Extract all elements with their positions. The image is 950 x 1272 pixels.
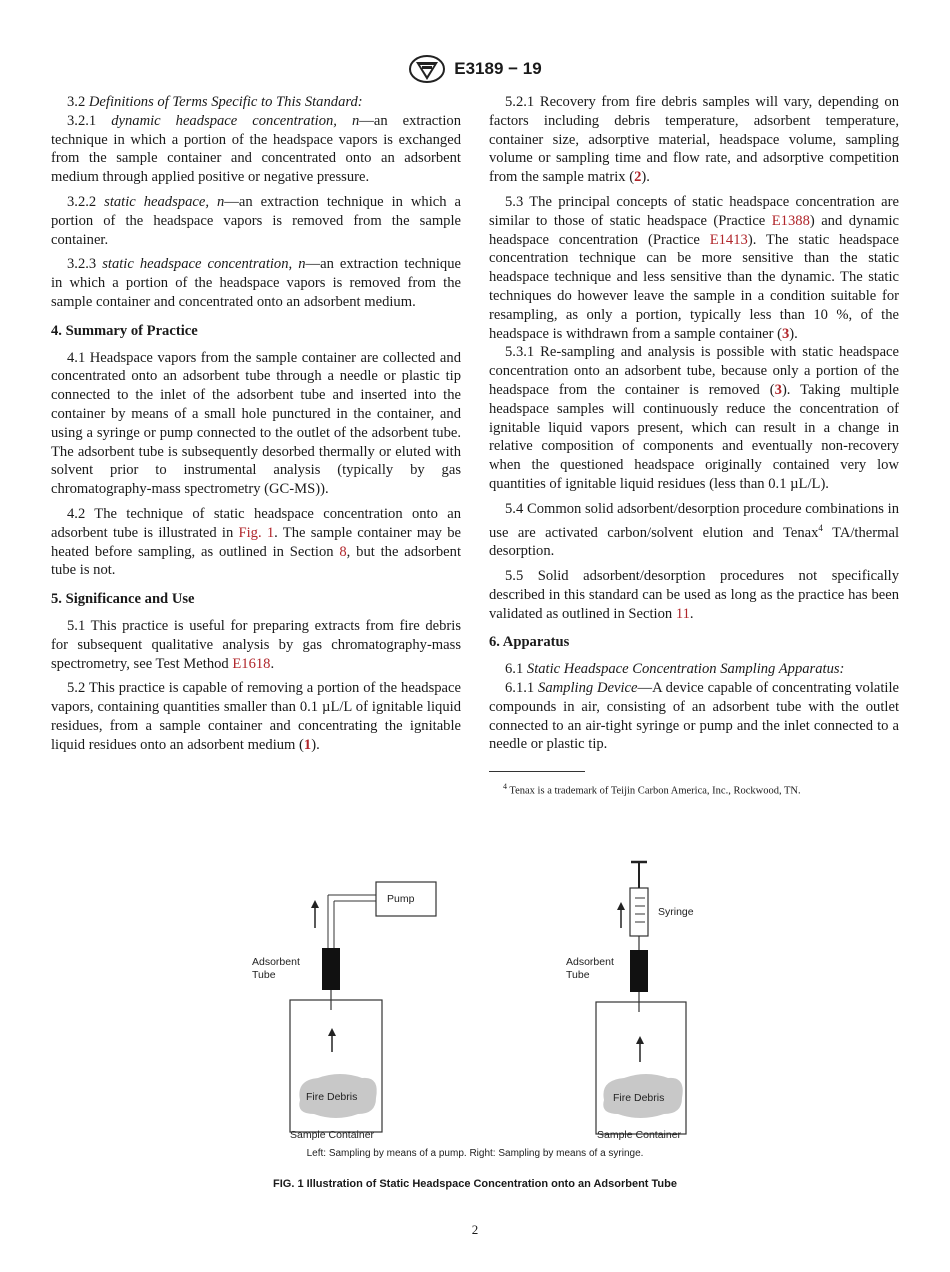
right-adsorbent-label: Adsorbent Tube: [566, 956, 614, 981]
heading-summary-of-practice: 4. Summary of Practice: [51, 322, 198, 339]
citation-1[interactable]: 1: [303, 736, 312, 753]
e1618-link[interactable]: E1618: [232, 655, 271, 672]
section-6-1: 6.1 Static Headspace Concentration Sampling Apparatus:: [505, 661, 845, 678]
left-adsorbent-tube: [322, 948, 340, 990]
heading-significance-and-use: 5. Significance and Use: [51, 591, 195, 608]
figure-1: [240, 852, 710, 1152]
section-5-3-1: 5.3.1 Re-sampling and analysis is possible with static headspace concentration onto an adsorbent tube, because only a portion of the headspace from the container is removed (3). Taking multiple headspace samples will continuously reduce the concentration of ignitable liquid vapors present, which can result in a change in relative composition of components and eventually non-recovery when the questioned headspace originally contained very low quantities of ignitable liquid residues (less than 0.1 µL/L).: [489, 344, 899, 492]
section-3-2: 3.2 Definitions of Terms Specific to This Standard:: [67, 94, 363, 110]
right-adsorbent-tube: [630, 950, 648, 992]
right-column: [489, 93, 899, 804]
figure-caption: FIG. 1 Illustration of Static Headspace Concentration onto an Adsorbent Tube: [273, 1178, 677, 1190]
section-5-2-1: 5.2.1 Recovery from fire debris samples will vary, depending on factors including debris temperature, adsorbent temperature, container size, adsorptive material, headspace volume, sampling volume or sampling time and flow rate, and adsorptive competition from the sample matrix (2).: [489, 94, 899, 186]
heading-apparatus: 6. Apparatus: [489, 634, 570, 651]
right-sample-container-label: Sample Container: [597, 1129, 682, 1141]
citation-3b[interactable]: 3: [774, 381, 782, 398]
syringe-barrel: [630, 888, 648, 936]
left-adsorbent-label: Adsorbent Tube: [252, 956, 300, 981]
e1388-link[interactable]: E1388: [771, 212, 810, 229]
page-header: [0, 54, 950, 84]
section-5-1: 5.1 This practice is useful for preparing extracts from fire debris for subsequent qualitative analysis by gas chromatography-mass spectrometry, see Test Method E1618.: [51, 617, 461, 672]
pump-label: Pump: [387, 893, 415, 905]
footnote-divider: [489, 771, 585, 772]
citation-2[interactable]: 2: [634, 169, 642, 186]
section-3-2-2: 3.2.2 static headspace, n—an extraction technique in which a portion of the headspace vapors is removed from the sample container.: [51, 193, 461, 248]
section-11-link[interactable]: 11: [675, 605, 690, 622]
right-fire-debris-label: Fire Debris: [613, 1092, 665, 1104]
section-6-1-1: 6.1.1 Sampling Device—A device capable of concentrating volatile compounds in air, consisting of an adsorbent tube with the outlet connected to an air-tight syringe or pump and the inlet connected to a needle or plastic tip.: [489, 679, 899, 753]
astm-logo-icon: [408, 54, 446, 84]
figure-1-diagram: [240, 852, 710, 1152]
section-3-2-3: 3.2.3 static headspace concentration, n—an extraction technique in which a portion of the headspace vapors is removed from the sample container and concentrated onto an adsorbent medium.: [51, 256, 461, 310]
section-8-link[interactable]: 8: [339, 543, 347, 560]
section-4-1: 4.1 Headspace vapors from the sample container are collected and concentrated onto an adsorbent tube through a needle or plastic tip connected to the inlet of the adsorbent tube and inserted into the container by means of a small hole punctured in the container, and using a syringe or pump connected to the outlet of the adsorbent tube. The adsorbent tube is subsequently desorbed thermally or eluted with solvent prior to instrumental analysis (typically by gas chromatography-mass spectrometry (GC-MS)).: [51, 349, 461, 498]
section-4-2: 4.2 The technique of static headspace concentration onto an adsorbent tube is illustrated in Fig. 1. The sample container may be heated before sampling, as outlined in Section 8, but the adsorbent tube is not.: [51, 505, 461, 579]
syringe-label: Syringe: [658, 906, 694, 918]
left-fire-debris-label: Fire Debris: [306, 1091, 358, 1103]
fig-1-link[interactable]: Fig. 1: [238, 524, 275, 541]
section-5-2: 5.2 This practice is capable of removing a portion of the headspace vapors, containing quantities smaller than 0.1 µL/L of ignitable liquid residues, from a sample container and concentrating the ignitable liquid residues onto an adsorbent medium (1).: [51, 680, 461, 753]
citation-3[interactable]: 3: [781, 325, 790, 342]
section-5-3: 5.3 The principal concepts of static headspace concentration are similar to those of static headspace (Practice E1388) and dynamic headspace concentration (Practice E1413). The static headspace concentration technique can be more sensitive than the static headspace technique and less sensitive than the dynamic. The static techniques do however leave the sample in a condition suitable for resampling, as only a portion, typically less than 10 %, of the headspace is withdrawn from a sample container (3).: [489, 193, 900, 342]
left-column: [51, 93, 461, 761]
standard-designation: E3189 − 19: [454, 59, 542, 78]
section-5-5: 5.5 Solid adsorbent/desorption procedures not specifically described in this standard can be used as long as the practice has been validated as outlined in Section 11.: [489, 567, 899, 622]
section-5-4: 5.4 Common solid adsorbent/desorption procedure combinations in use are activated carbon/solvent elution and Tenax$^4$ TA/thermal desorption.: [489, 500, 899, 560]
e1413-link[interactable]: E1413: [709, 231, 748, 248]
page-number: 2: [471, 1222, 479, 1237]
left-sample-container-label: Sample Container: [290, 1129, 375, 1141]
figure-subcaption: Left: Sampling by means of a pump. Right: Sampling by means of a syringe.: [306, 1148, 644, 1159]
section-3-2-1: 3.2.1 dynamic headspace concentration, n—an extraction technique in which a portion of the headspace vapors is exchanged from the sample container and concentrated onto an adsorbent medium through applied positive or negative pressure.: [51, 112, 461, 186]
footnote-4: $^4$ Tenax is a trademark of Teijin Carbon America, Inc., Rockwood, TN.: [503, 782, 801, 797]
